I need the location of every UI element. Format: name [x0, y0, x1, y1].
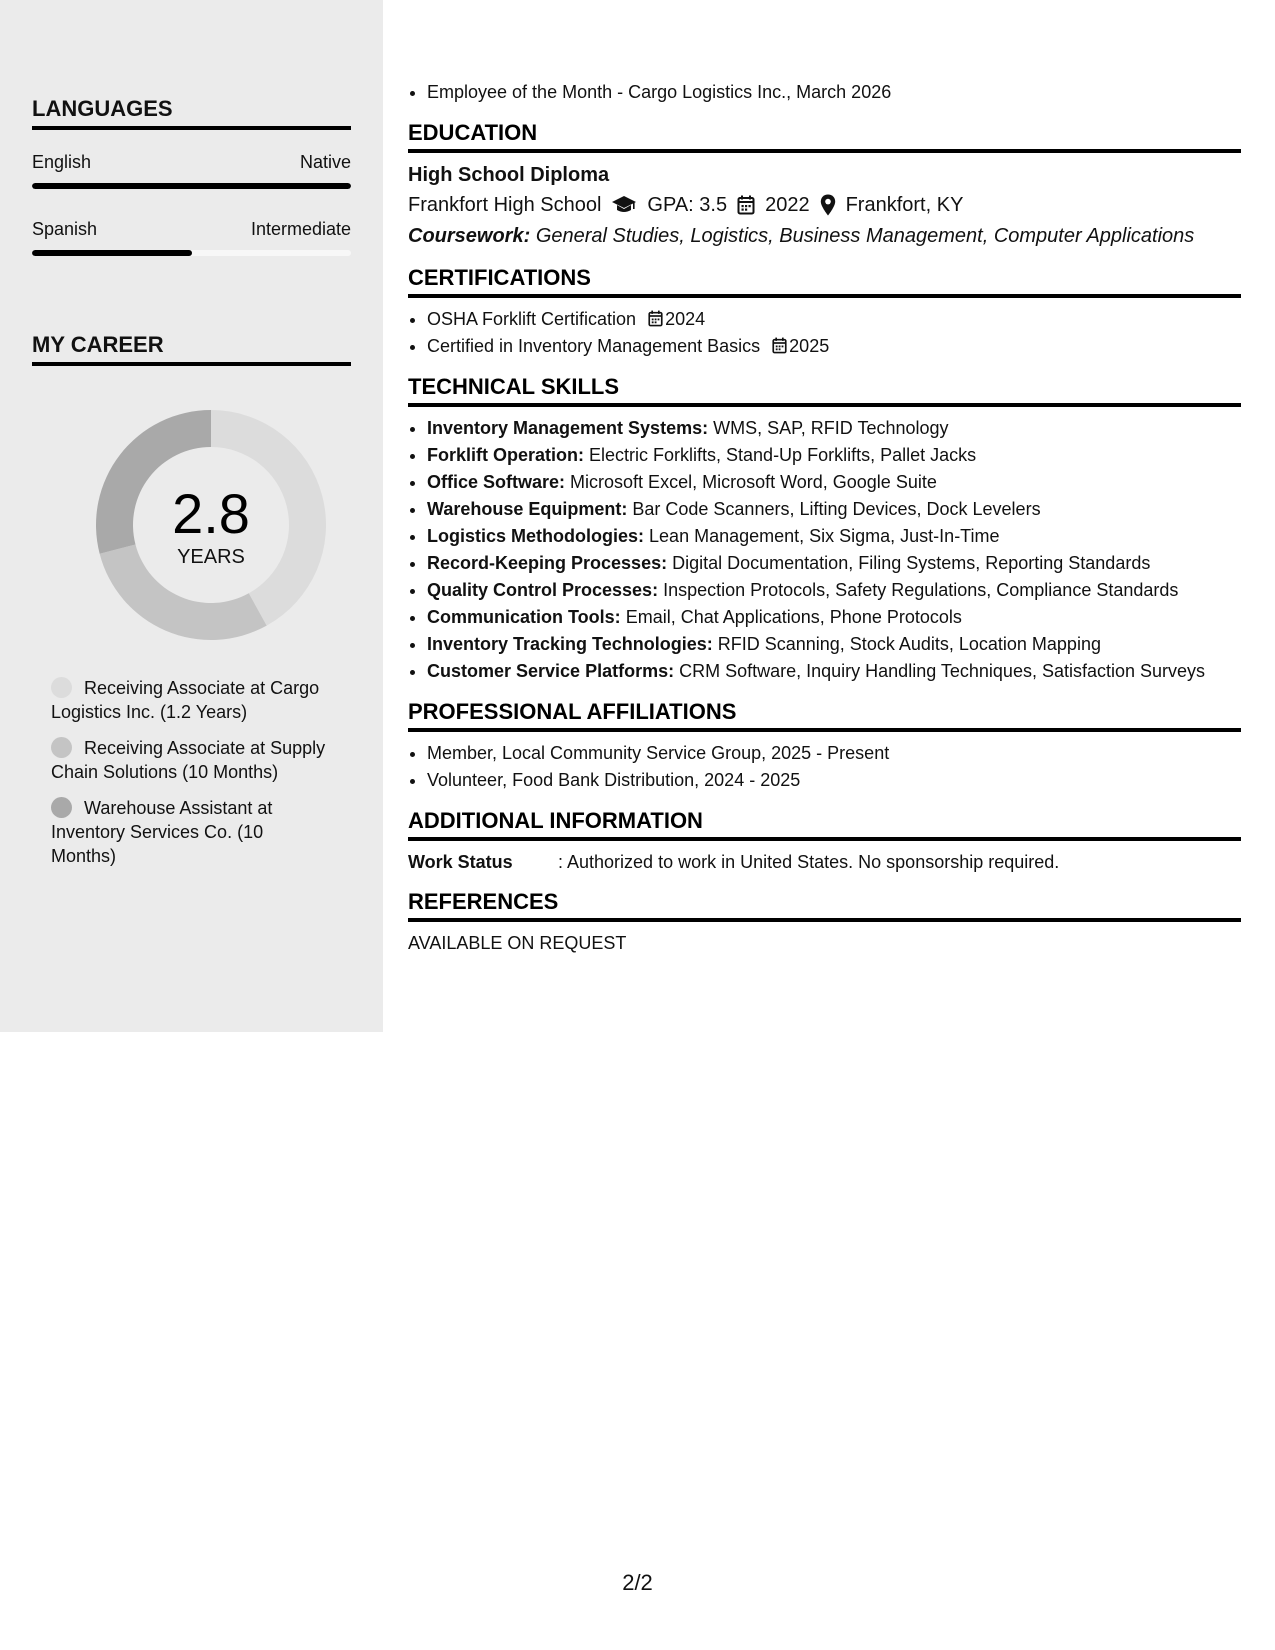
language-level: Intermediate [250, 219, 351, 239]
skill-category: Inventory Tracking Technologies: [427, 634, 713, 654]
skill-category: Warehouse Equipment: [427, 499, 628, 519]
additional-info-heading: ADDITIONAL INFORMATION [408, 808, 1241, 841]
skill-category: Forklift Operation: [427, 445, 584, 465]
certification-year: 2024 [665, 309, 706, 329]
skill-values: CRM Software, Inquiry Handling Techniques, Satisfaction Surveys [679, 661, 1206, 681]
legend-dot-icon [51, 737, 72, 758]
work-status-value: : Authorized to work in United States. No sponsorship required. [558, 852, 1060, 872]
certification-name: OSHA Forklift Certification [427, 309, 637, 329]
affiliations-heading: PROFESSIONAL AFFILIATIONS [408, 699, 1241, 732]
career-legend [32, 676, 351, 868]
skill-values: Lean Management, Six Sigma, Just-In-Time [649, 526, 1000, 546]
calendar-icon [772, 336, 789, 356]
language-row [32, 152, 351, 173]
language-name: English [32, 152, 92, 172]
career-heading: MY CAREER [32, 332, 351, 366]
legend-dot-icon [51, 677, 72, 698]
skill-item [427, 577, 1241, 604]
certification-name: Certified in Inventory Management Basics [427, 336, 761, 356]
skill-category: Inventory Management Systems: [427, 418, 709, 438]
affiliations-list [408, 740, 1241, 794]
education-details [408, 189, 1241, 221]
education-location: Frankfort, KY [845, 194, 964, 216]
language-name: Spanish [32, 219, 98, 239]
skill-values: WMS, SAP, RFID Technology [713, 418, 949, 438]
work-status-label: Work Status [408, 852, 513, 872]
career-legend-label: Warehouse Assistant at Inventory Services Co. (10 Months) [51, 798, 273, 866]
references-text: AVAILABLE ON REQUEST [408, 933, 627, 953]
affiliation-item: • Member, Local Community Service Group, 2025 - Present [427, 740, 1241, 767]
work-status-row [408, 849, 1241, 875]
legend-dot-icon [51, 797, 72, 818]
language-proficiency-bar [32, 183, 351, 189]
graduation-cap-icon [611, 195, 637, 215]
education-school: Frankfort High School [408, 194, 602, 216]
career-legend-item [51, 796, 331, 868]
calendar-icon [737, 195, 755, 215]
affiliation-item: • Volunteer, Food Bank Distribution, 2024 - 2025 [427, 767, 1241, 794]
page-number: 2/2 [622, 1570, 653, 1595]
career-legend-item [51, 736, 331, 784]
skill-item [427, 415, 1241, 442]
skill-values: Bar Code Scanners, Lifting Devices, Dock Levelers [632, 499, 1041, 519]
skill-values: Inspection Protocols, Safety Regulations, Compliance Standards [663, 580, 1179, 600]
education-degree: High School Diploma [408, 164, 610, 186]
language-proficiency-bar [32, 250, 351, 256]
sidebar [0, 0, 383, 1032]
references-heading: REFERENCES [408, 889, 1241, 922]
skill-category: Customer Service Platforms: [427, 661, 675, 681]
skill-item [427, 550, 1241, 577]
skill-values: Email, Chat Applications, Phone Protocols [625, 607, 962, 627]
technical-skills-heading: TECHNICAL SKILLS [408, 374, 1241, 407]
education-coursework [408, 221, 1241, 251]
technical-skills-list [408, 415, 1241, 685]
skill-item [427, 523, 1241, 550]
main-content [408, 0, 1241, 956]
skill-item [427, 658, 1241, 685]
career-total-years: 2.8 [172, 481, 250, 545]
language-row [32, 219, 351, 240]
coursework-value: General Studies, Logistics, Business Management, Computer Applications [535, 225, 1195, 247]
education-heading: EDUCATION [408, 120, 1241, 153]
skill-values: Electric Forklifts, Stand-Up Forklifts, Pallet Jacks [589, 445, 977, 465]
career-donut-center [96, 410, 326, 640]
certification-item [427, 333, 1241, 360]
career-donut-chart [96, 410, 326, 640]
award-item: • Employee of the Month - Cargo Logistics Inc., March 2026 [427, 79, 1241, 106]
location-pin-icon [820, 194, 836, 216]
career-total-unit: YEARS [177, 545, 245, 568]
language-level: Native [299, 152, 351, 172]
career-legend-label: Receiving Associate at Cargo Logistics Inc. (1.2 Years) [51, 678, 320, 722]
coursework-label: Coursework: [408, 225, 531, 247]
language-proficiency-fill [32, 250, 192, 256]
awards-list [408, 79, 1241, 106]
language-proficiency-fill [32, 183, 351, 189]
skill-category: Quality Control Processes: [427, 580, 659, 600]
skill-category: Communication Tools: [427, 607, 621, 627]
skill-category: Office Software: [427, 472, 566, 492]
skill-item [427, 442, 1241, 469]
education-year: 2022 [765, 194, 810, 216]
career-legend-item [51, 676, 331, 724]
skill-category: Record-Keeping Processes: [427, 553, 668, 573]
skill-item [427, 631, 1241, 658]
certifications-heading: CERTIFICATIONS [408, 265, 1241, 298]
skill-values: RFID Scanning, Stock Audits, Location Mapping [717, 634, 1101, 654]
certifications-list [408, 306, 1241, 360]
skill-item [427, 604, 1241, 631]
skill-values: Digital Documentation, Filing Systems, Reporting Standards [672, 553, 1151, 573]
career-legend-label: Receiving Associate at Supply Chain Solutions (10 Months) [51, 738, 326, 782]
skill-category: Logistics Methodologies: [427, 526, 645, 546]
certification-item [427, 306, 1241, 333]
calendar-icon [648, 309, 665, 329]
skill-item [427, 469, 1241, 496]
languages-heading: LANGUAGES [32, 96, 351, 130]
education-gpa: GPA: 3.5 [647, 194, 728, 216]
skill-values: Microsoft Excel, Microsoft Word, Google Suite [570, 472, 937, 492]
certification-year: 2025 [789, 336, 830, 356]
skill-item [427, 496, 1241, 523]
